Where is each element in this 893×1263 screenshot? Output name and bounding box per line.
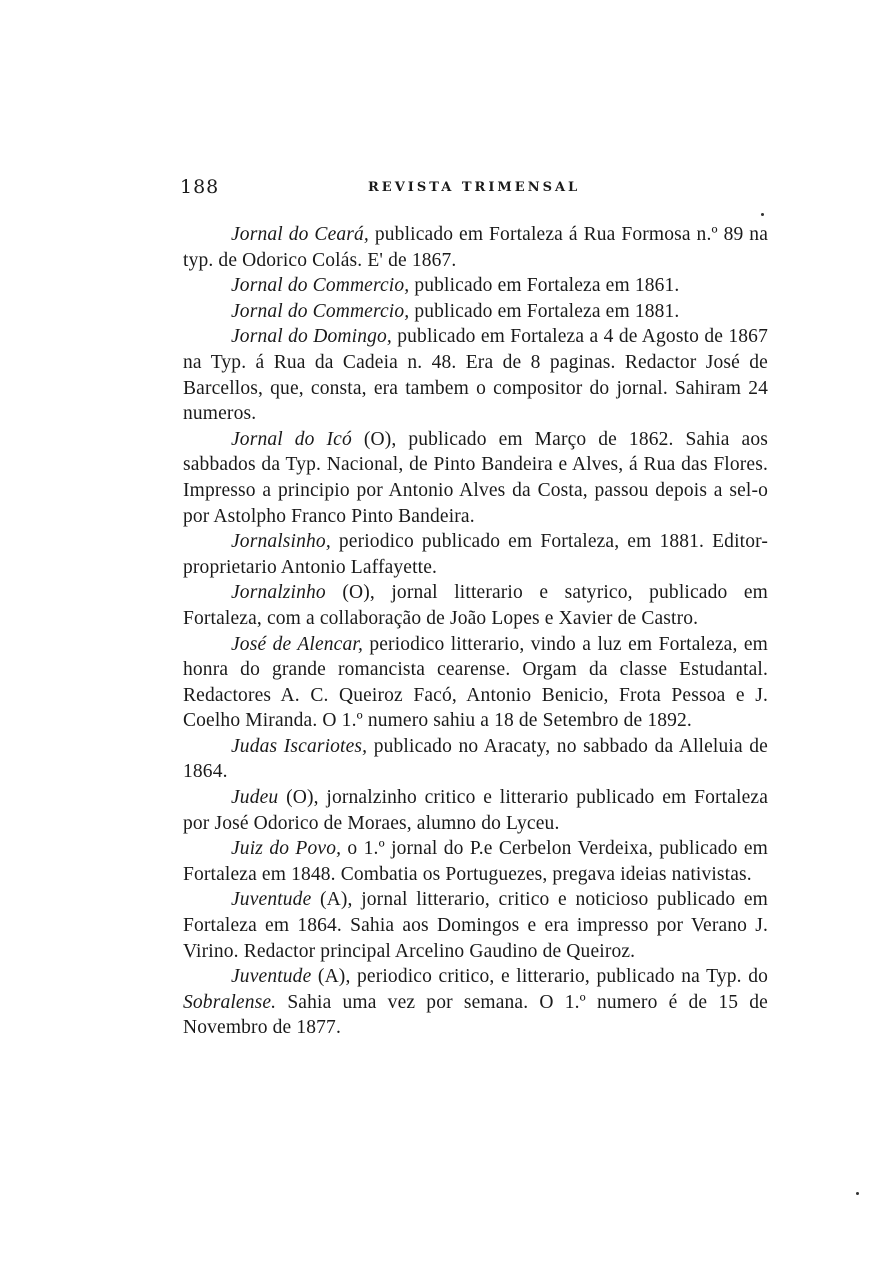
- scan-speck: [761, 213, 764, 216]
- entry: [183, 580, 768, 631]
- entry-text: Sahia uma vez por semana. O 1.º numero é de 15 de Novembro de 1877.: [183, 991, 768, 1039]
- entry: [183, 427, 768, 529]
- entry-title: Juiz do Povo,: [231, 838, 342, 860]
- entry-text: o 1.º jornal do P.e Cerbelon Verdeixa, publicado em Fortaleza em 1848. Combatia os Portuguezes, pregava ideias nativistas.: [183, 838, 768, 885]
- scan-speck: [856, 1192, 859, 1195]
- entry-text: publicado no Aracaty, no sabbado da Alleluia de 1864.: [183, 735, 768, 783]
- entry-title: Juventude: [231, 889, 312, 911]
- entry: [183, 222, 768, 273]
- entry-title: Jornalsinho,: [231, 531, 331, 553]
- running-title: REVISTA TRIMENSAL: [368, 180, 581, 195]
- entry: [183, 273, 768, 299]
- entry: [183, 964, 768, 1041]
- entry-title: Jornal do Commercio,: [231, 300, 410, 322]
- page-number: 188: [180, 176, 220, 198]
- entry-title: Jornal do Icó: [231, 428, 352, 450]
- entry: [183, 632, 768, 734]
- entry: [183, 887, 768, 964]
- entry-text: periodico litterario, vindo a luz em Fortaleza, em honra do grande romancista cearense. Orgam da classe Estudantal. Redactores A. C. Queiroz Facó, Antonio Benicio, Frota Pessoa e J. Coelho Miranda. O 1.º numero sahiu a 18 de Setembro de 1892.: [183, 633, 768, 732]
- entries-list: [183, 222, 768, 1041]
- entry-title: Juventude: [231, 966, 312, 988]
- entry-text: periodico publicado em Fortaleza, em 1881. Editor-proprietario Antonio Laffayette.: [183, 531, 768, 578]
- entry-text: (O), publicado em Março de 1862. Sahia aos sabbados da Typ. Nacional, de Pinto Bandeira e Alves, á Rua das Flores. Impresso a principio por Antonio Alves da Costa, passou depois a sel-o por Astolpho Franco Pinto Bandeira.: [183, 428, 768, 527]
- entry-title: José de Alencar,: [231, 633, 363, 655]
- entry-text: publicado em Fortaleza em 1861.: [409, 275, 680, 297]
- entry-text: publicado em Fortaleza em 1881.: [409, 300, 680, 322]
- entry-title: Judeu: [231, 787, 279, 809]
- entry-text: (A), periodico critico, e litterario, publicado na Typ. do: [311, 966, 768, 988]
- entry-title: Jornal do Ceará,: [231, 224, 369, 245]
- entry-title: Jornalzinho: [231, 582, 326, 604]
- entry-text: (A), jornal litterario, critico e noticioso publicado em Fortaleza em 1864. Sahia aos Domingos e era impresso por Verano J. Virino. Redactor principal Arcelino Gaudino de Queiroz.: [183, 889, 768, 962]
- entry-title: Judas Iscariotes,: [231, 735, 368, 757]
- entry-text: (O), jornal litterario e satyrico, publicado em Fortaleza, com a collaboração de João Lopes e Xavier de Castro.: [183, 582, 768, 629]
- entry-title: Jornal do Commercio,: [231, 275, 410, 297]
- entry: [183, 734, 768, 785]
- entry-title-inline: Sobralense.: [183, 991, 277, 1013]
- entry: [183, 324, 768, 426]
- entry-text: publicado em Fortaleza á Rua Formosa n.º 89 na typ. de Odorico Colás. E' de 1867.: [183, 224, 769, 271]
- entry-title: Jornal do Domingo,: [231, 326, 392, 348]
- page-header: [180, 176, 770, 202]
- entry-text: (O), jornalzinho critico e litterario publicado em Fortaleza por José Odorico de Moraes, alumno do Lyceu.: [183, 787, 768, 834]
- entry: [183, 299, 768, 325]
- entry: [183, 529, 768, 580]
- entry-text: publicado em Fortaleza a 4 de Agosto de 1867 na Typ. á Rua da Cadeia n. 48. Era de 8 paginas. Redactor José de Barcellos, que, consta, era tambem o compositor do jornal. Sahiram 24 numeros.: [183, 326, 768, 425]
- entry: [183, 836, 768, 887]
- entry: [183, 785, 768, 836]
